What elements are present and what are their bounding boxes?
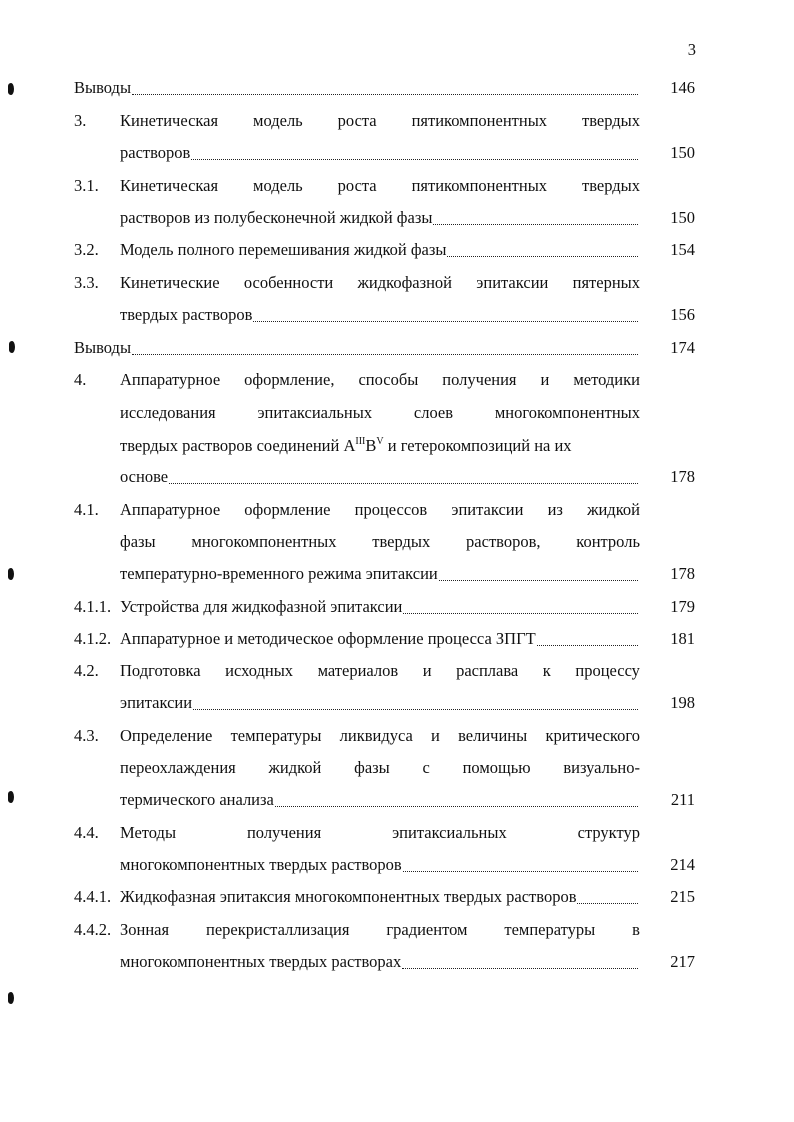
toc-word: градиентом — [386, 920, 468, 939]
toc-word: Кинетическая — [120, 176, 219, 195]
toc-title: Аппаратурное и методическое оформление процесса ЗПГТ — [120, 629, 536, 648]
toc-title: Жидкофазная эпитаксия многокомпонентных твердых растворов — [120, 887, 577, 906]
toc-word: и — [540, 370, 550, 389]
toc-page: 215 — [670, 887, 695, 906]
toc-word: Кинетические — [120, 273, 220, 292]
toc-entry[interactable] — [0, 882, 794, 912]
toc-title: растворов из полубесконечной жидкой фазы — [120, 208, 433, 227]
toc-title-line — [120, 431, 640, 461]
toc-title-line — [120, 915, 640, 945]
toc-number: 4.4.1. — [74, 887, 112, 906]
toc-word: растворов, — [466, 532, 541, 551]
dot-leader — [132, 73, 638, 95]
toc-entry[interactable] — [0, 73, 794, 103]
toc-word: Кинетическая — [120, 111, 219, 130]
toc-word: Методы — [120, 823, 177, 842]
toc-word: модель — [253, 176, 303, 195]
toc-word: роста — [337, 176, 377, 195]
dot-leader — [132, 333, 638, 355]
toc-title: температурно-временного режима эпитаксии — [120, 564, 438, 583]
toc-word: многокомпонентных — [191, 532, 337, 551]
toc-number: 4.4. — [74, 823, 99, 842]
toc-entry-cont[interactable] — [0, 462, 794, 492]
toc-word: пятикомпонентных — [411, 176, 548, 195]
toc-word: Зонная — [120, 920, 170, 939]
toc-page: 179 — [670, 597, 695, 616]
toc-title-line-text: твердых растворов соединений $A^{III}B^V$ и гетерокомпозиций на их — [120, 436, 572, 455]
toc-title: многокомпонентных твердых растворов — [120, 855, 402, 874]
binding-mark — [8, 992, 14, 1004]
dot-leader — [193, 688, 638, 710]
toc-word: визуально- — [563, 758, 640, 777]
toc-word: и — [422, 661, 432, 680]
toc-word: величины — [458, 726, 528, 745]
toc-word: пятикомпонентных — [411, 111, 548, 130]
toc-title-line — [120, 268, 640, 298]
toc-word: жидкой — [587, 500, 640, 519]
toc-word: Аппаратурное — [120, 370, 221, 389]
toc-word: эпитаксиальных — [392, 823, 507, 842]
toc-entry[interactable] — [0, 106, 794, 136]
toc-word: твердых — [581, 176, 640, 195]
toc-word: эпитаксии — [476, 273, 549, 292]
toc-word: процессу — [575, 661, 640, 680]
toc-word: переохлаждения — [120, 758, 236, 777]
toc-word: твердых — [581, 111, 640, 130]
toc-title: Устройства для жидкофазной эпитаксии — [120, 597, 403, 616]
toc-word: жидкой — [268, 758, 322, 777]
toc-entry[interactable] — [0, 721, 794, 751]
toc-page: 156 — [670, 305, 695, 324]
toc-word: с — [422, 758, 430, 777]
toc-page: 181 — [670, 629, 695, 648]
toc-word: получения — [442, 370, 517, 389]
toc-entry[interactable] — [0, 268, 794, 298]
toc-number: 4.2. — [74, 661, 99, 680]
toc-title-line — [120, 656, 640, 686]
toc-title-line — [120, 527, 640, 557]
toc-entry[interactable] — [0, 624, 794, 654]
toc-entry[interactable] — [0, 818, 794, 848]
dot-leader — [433, 203, 638, 225]
dot-leader — [275, 785, 638, 807]
toc-word: пятерных — [572, 273, 640, 292]
toc-word: слоев — [413, 403, 454, 422]
toc-title: термического анализа — [120, 790, 274, 809]
toc-word: исходных — [225, 661, 294, 680]
toc-number: 3.2. — [74, 240, 99, 259]
toc-title-line — [120, 753, 640, 783]
toc-word: исследования — [120, 403, 216, 422]
toc-entry[interactable] — [0, 235, 794, 265]
toc-page: 174 — [670, 338, 695, 357]
toc-title-line — [120, 171, 640, 201]
toc-number: 4. — [74, 370, 87, 389]
toc-entry-cont[interactable] — [0, 688, 794, 718]
toc-title-line — [120, 398, 640, 428]
dot-leader — [577, 882, 638, 904]
toc-entry-cont[interactable] — [0, 850, 794, 880]
toc-word: оформление — [244, 500, 331, 519]
dot-leader — [403, 850, 638, 872]
toc-word: эпитаксиальных — [257, 403, 373, 422]
toc-word: в — [632, 920, 640, 939]
toc-page: 146 — [670, 78, 695, 97]
toc-entry[interactable] — [0, 171, 794, 201]
toc-page: 178 — [670, 564, 695, 583]
toc-page: 211 — [670, 790, 695, 809]
dot-leader — [439, 559, 638, 581]
toc-word: критического — [545, 726, 640, 745]
toc-entry-cont[interactable] — [0, 431, 794, 461]
toc-number: 3. — [74, 111, 87, 130]
toc-entry-cont[interactable] — [0, 398, 794, 428]
toc-word: к — [542, 661, 551, 680]
toc-entry-cont[interactable] — [0, 203, 794, 233]
toc-number: 4.4.2. — [74, 920, 112, 939]
toc-word: температуры — [230, 726, 322, 745]
toc-title-line — [120, 495, 640, 525]
toc-word: Подготовка — [120, 661, 201, 680]
toc-page: 150 — [670, 208, 695, 227]
dot-leader — [403, 592, 638, 614]
toc-title: растворов — [120, 143, 191, 162]
toc-number: 3.1. — [74, 176, 99, 195]
toc-number: 3.3. — [74, 273, 99, 292]
dot-leader — [402, 947, 638, 969]
toc-title: основе — [120, 467, 169, 486]
toc-word: жидкофазной — [357, 273, 453, 292]
toc-word: материалов — [317, 661, 399, 680]
toc-word: контроль — [576, 532, 640, 551]
toc-word: температуры — [504, 920, 596, 939]
toc-word: и — [431, 726, 440, 745]
toc-title-line — [120, 818, 640, 848]
toc-title-line — [120, 106, 640, 136]
toc-number: 4.1.1. — [74, 597, 112, 616]
toc-page: 217 — [670, 952, 695, 971]
toc-word: роста — [337, 111, 377, 130]
toc-title: многокомпонентных твердых растворах — [120, 952, 402, 971]
toc-page: 214 — [670, 855, 695, 874]
toc-title: Выводы — [74, 338, 132, 357]
dot-leader — [253, 300, 638, 322]
toc-entry[interactable] — [0, 365, 794, 395]
toc-entry[interactable] — [0, 592, 794, 622]
toc-word: ликвидуса — [339, 726, 413, 745]
toc-word: структур — [577, 823, 640, 842]
page-number: 3 — [687, 40, 696, 59]
toc-word: расплава — [456, 661, 519, 680]
toc-word: твердых — [372, 532, 431, 551]
toc-title: Модель полного перемешивания жидкой фазы — [120, 240, 447, 259]
toc-word: процессов — [354, 500, 428, 519]
toc-entry-cont[interactable] — [0, 559, 794, 589]
toc-number: 4.3. — [74, 726, 99, 745]
toc-title: эпитаксии — [120, 693, 193, 712]
toc-entry-cont[interactable] — [0, 527, 794, 557]
toc-title-line — [120, 365, 640, 395]
toc-entry-cont[interactable] — [0, 753, 794, 783]
toc-word: фазы — [120, 532, 156, 551]
toc-word: способы — [358, 370, 419, 389]
dot-leader — [191, 138, 638, 160]
dot-leader — [447, 235, 638, 257]
toc-entry[interactable] — [0, 495, 794, 525]
dot-leader — [537, 624, 638, 646]
toc-word: фазы — [354, 758, 390, 777]
toc-word: получения — [246, 823, 322, 842]
toc-entry[interactable] — [0, 656, 794, 686]
toc-title: твердых растворов — [120, 305, 253, 324]
toc-word: Аппаратурное — [120, 500, 221, 519]
toc-word: особенности — [243, 273, 334, 292]
toc-page: 198 — [670, 693, 695, 712]
toc-entry-cont[interactable] — [0, 138, 794, 168]
toc-number: 4.1.2. — [74, 629, 112, 648]
toc-number: 4.1. — [74, 500, 99, 519]
toc-page: 150 — [670, 143, 695, 162]
toc-word: оформление, — [244, 370, 335, 389]
toc-word: помощью — [462, 758, 531, 777]
toc-word: из — [547, 500, 563, 519]
toc-word: эпитаксии — [451, 500, 524, 519]
toc-word: методики — [573, 370, 640, 389]
toc-entry[interactable] — [0, 333, 794, 363]
toc-page: 178 — [670, 467, 695, 486]
toc-entry-cont[interactable] — [0, 300, 794, 330]
toc-word: Определение — [120, 726, 213, 745]
toc-page: 154 — [670, 240, 695, 259]
toc-title-line — [120, 721, 640, 751]
toc-entry[interactable] — [0, 915, 794, 945]
toc-word: многокомпонентных — [494, 403, 640, 422]
toc-title: Выводы — [74, 78, 132, 97]
toc-word: перекристаллизация — [206, 920, 350, 939]
toc-entry-cont[interactable] — [0, 785, 794, 815]
dot-leader — [169, 462, 638, 484]
toc-word: модель — [253, 111, 303, 130]
toc-entry-cont[interactable] — [0, 947, 794, 977]
